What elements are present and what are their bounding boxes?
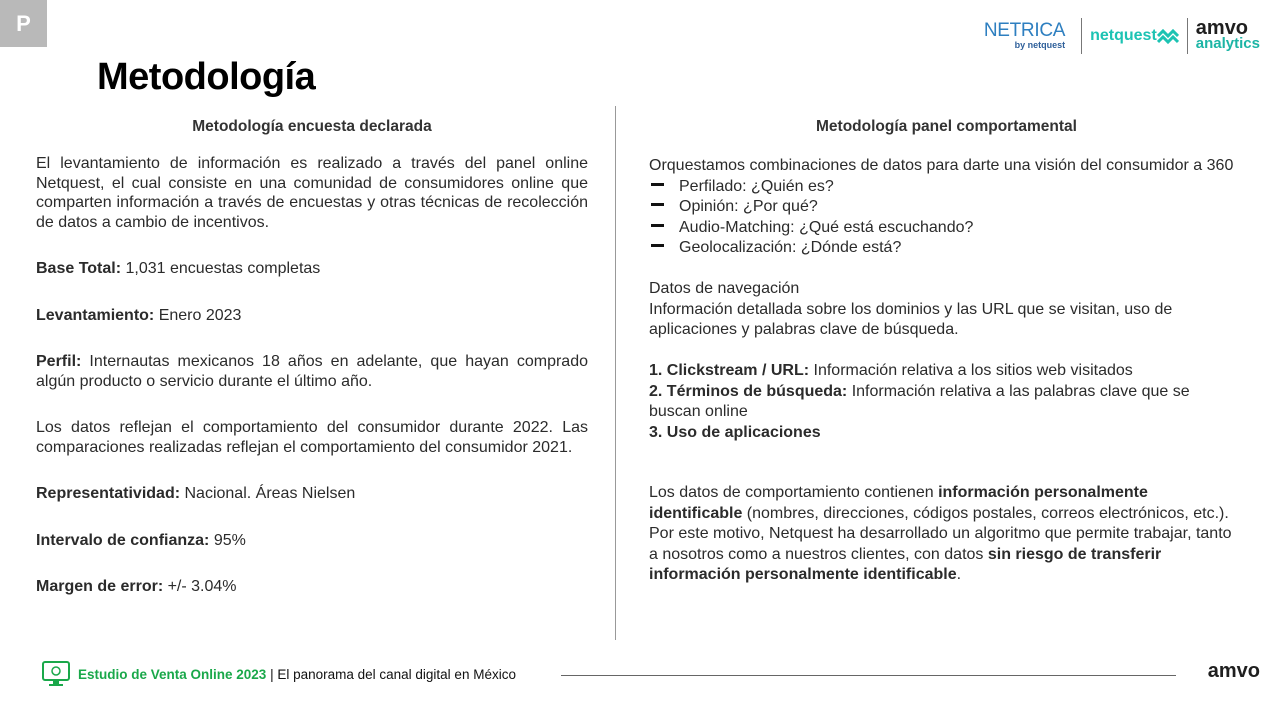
survey-intro: El levantamiento de información es realizado a través del panel online Netquest, el cual consiste en una comunidad de consumidores online que comparten información a través de encuestas y otras técnicas de recolección de datos a cambio de incentivos. xyxy=(36,155,588,231)
levantamiento-label: Levantamiento: xyxy=(36,306,155,324)
representatividad-value: Nacional. Áreas Nielsen xyxy=(180,485,356,502)
amvo-footer-logo: amvo xyxy=(1207,660,1260,682)
privacy-text-3: . xyxy=(956,566,962,583)
behavioral-panel-column xyxy=(649,114,1244,586)
netrica-logo-subtext: by netquest xyxy=(1014,40,1066,50)
levantamiento xyxy=(36,306,588,326)
footer-caption xyxy=(78,667,516,682)
perfil-label: Perfil: xyxy=(36,353,82,370)
amvo-analytics-logo xyxy=(1195,17,1260,52)
footer-rule xyxy=(561,675,1176,676)
amvo-logo-text: amvo xyxy=(1195,17,1249,39)
footer xyxy=(42,660,1260,690)
perfil xyxy=(36,352,588,391)
survey-methodology-heading: Metodología encuesta declarada xyxy=(192,118,432,135)
dash-bullet-icon xyxy=(651,244,664,247)
netquest-logo-text: netquest xyxy=(1090,27,1157,44)
page-title: Metodología xyxy=(97,56,316,98)
spacer xyxy=(649,259,1244,280)
footer-subtitle: El panorama del canal digital en México xyxy=(277,667,516,682)
dash-bullet-icon xyxy=(651,183,664,186)
representatividad-label: Representatividad: xyxy=(36,485,181,502)
amvo-logo-subtext: analytics xyxy=(1195,35,1260,52)
list-item xyxy=(649,218,1244,239)
base-total xyxy=(36,259,588,279)
representatividad xyxy=(36,484,588,504)
clickstream-value: Información relativa a los sitios web visitados xyxy=(809,362,1133,379)
list-item xyxy=(649,238,1244,259)
perfil-value: Internautas mexicanos 18 años en adelante, que hayan comprado algún producto o servicio durante el último año. xyxy=(36,353,588,390)
monitor-study-icon xyxy=(42,661,70,687)
partner-logos xyxy=(984,14,1260,58)
netrica-logo-text: NETRICA xyxy=(983,20,1066,41)
intervalo-value: 95% xyxy=(209,531,246,549)
base-total-value: 1,031 encuestas completas xyxy=(121,260,321,277)
netrica-logo xyxy=(984,21,1073,51)
margen-value: +/- 3.04% xyxy=(163,578,237,595)
margen-label: Margen de error: xyxy=(36,578,164,595)
section-badge: P xyxy=(0,0,47,47)
list-item-text: Opinión: ¿Por qué? xyxy=(679,198,818,215)
survey-methodology-column xyxy=(36,114,588,597)
app-usage-label: 3. Uso de aplicaciones xyxy=(649,423,821,441)
margen-error xyxy=(36,577,588,597)
privacy-text-2: (nombres, direcciones, códigos postales, correos electrónicos, etc.). Por este motivo, Netquest ha desarrollado un algoritmo que permite trabajar, tanto a nosotros como a nuestros clientes, con datos xyxy=(649,504,1232,563)
list-item-text: Perfilado: ¿Quién es? xyxy=(679,177,834,195)
footer-separator: | xyxy=(266,667,278,682)
base-total-label: Base Total: xyxy=(36,260,122,277)
privacy-bold-2: sin riesgo de transferir información personalmente identificable xyxy=(649,545,1162,583)
spacer xyxy=(649,443,1244,483)
dash-bullet-icon xyxy=(651,203,664,206)
behavioral-panel-heading: Metodología panel comportamental xyxy=(816,118,1077,135)
panel-intro: Orquestamos combinaciones de datos para darte una visión del consumidor a 360 xyxy=(649,157,1234,174)
netquest-logo xyxy=(1090,27,1179,45)
intervalo-label: Intervalo de confianza: xyxy=(36,531,210,549)
list-item-text: Geolocalización: ¿Dónde está? xyxy=(679,239,902,256)
search-terms-label: 2. Términos de búsqueda: xyxy=(649,382,848,400)
logo-divider xyxy=(1081,18,1082,54)
navigation-data-description: Información detallada sobre los dominios y las URL que se visitan, uso de aplicaciones y palabras clave de búsqueda. xyxy=(649,300,1173,338)
clickstream-item xyxy=(649,361,1244,382)
data-combination-list xyxy=(649,177,1244,259)
list-item xyxy=(649,197,1244,218)
search-terms-item xyxy=(649,382,1244,423)
privacy-bold-1: información personalmente identificable xyxy=(649,484,1148,522)
privacy-text-1: Los datos de comportamiento contienen xyxy=(649,484,939,501)
spacer xyxy=(649,341,1244,362)
clickstream-label: 1. Clickstream / URL: xyxy=(649,362,810,379)
list-item xyxy=(649,177,1244,198)
dash-bullet-icon xyxy=(651,224,664,227)
privacy-note xyxy=(649,483,1244,586)
list-item-text: Audio-Matching: ¿Qué está escuchando? xyxy=(679,218,974,236)
column-divider xyxy=(615,106,616,640)
search-terms-value: Información relativa a las palabras clave que se buscan online xyxy=(649,382,1190,420)
netquest-wave-icon xyxy=(1157,27,1179,45)
navigation-data-title: Datos de navegación xyxy=(649,280,800,297)
intervalo-confianza xyxy=(36,531,588,551)
footer-study-name: Estudio de Venta Online 2023 xyxy=(78,667,267,682)
data-period-note: Los datos reflejan el comportamiento del consumidor durante 2022. Las comparaciones realizadas reflejan el comportamiento del consumidor 2021. xyxy=(36,419,588,456)
logo-divider xyxy=(1187,18,1188,54)
levantamiento-value: Enero 2023 xyxy=(154,306,242,324)
app-usage-item xyxy=(649,423,1244,444)
